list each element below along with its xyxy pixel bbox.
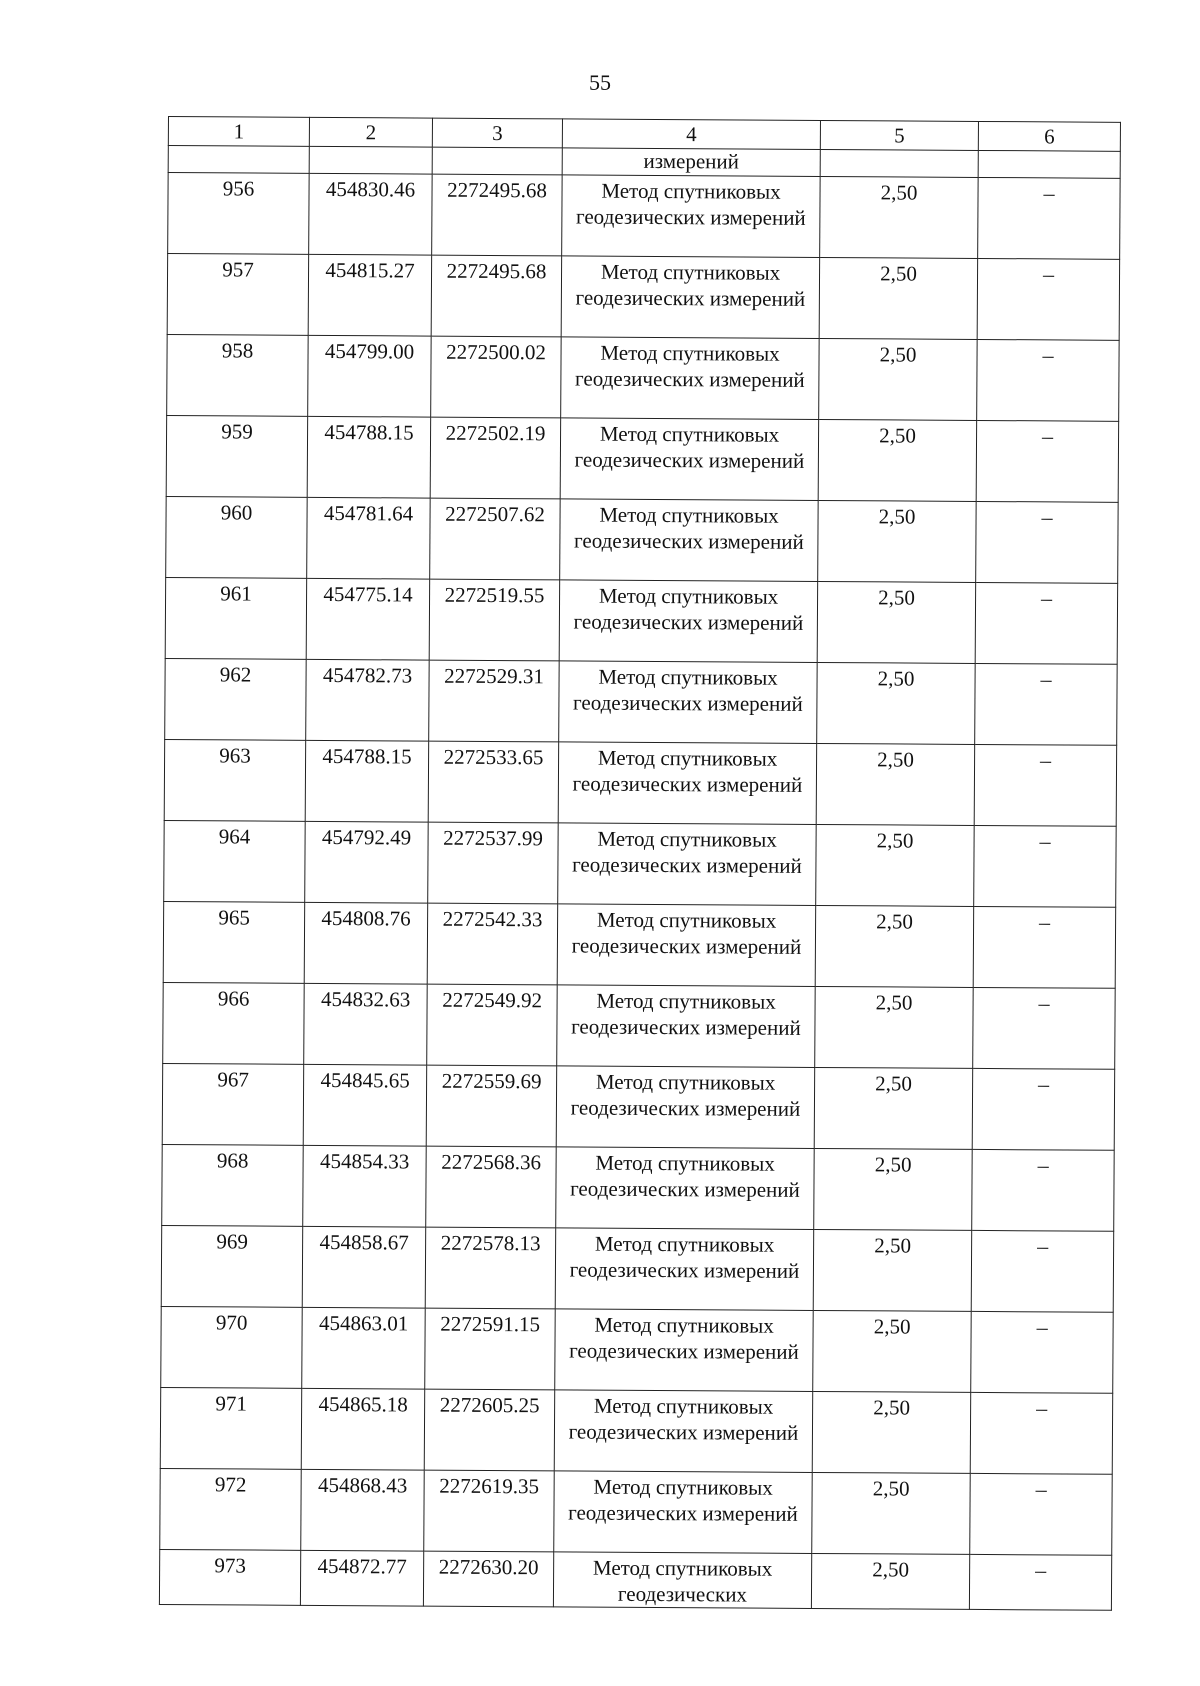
accuracy-cell: 2,50 [815,905,973,987]
y-coordinate-cell: 2272502.19 [430,417,560,499]
method-cell: Метод спутниковых геодезических измерений [556,1066,814,1149]
note-cell: – [973,987,1115,1069]
method-cell: Метод спутниковых геодезических измерений [559,580,817,663]
x-coordinate-cell: 454782.73 [306,659,429,741]
accuracy-cell: 2,50 [813,1310,971,1392]
method-cell: Метод спутниковых геодезических измерений [560,499,818,582]
x-coordinate-cell: 454788.15 [305,740,428,822]
note-cell: – [976,501,1118,583]
table-row [160,1468,1112,1555]
note-cell: – [971,1311,1113,1393]
method-cell: Метод спутниковых геодезических измерений [559,661,817,744]
accuracy-cell: 2,50 [817,581,975,663]
table-row [168,173,1120,260]
column-header-4: 4 [562,119,820,150]
point-number-cell: 966 [163,982,304,1064]
y-coordinate-cell: 2272578.13 [425,1227,555,1309]
page-number: 55 [589,70,611,95]
point-number-cell: 959 [166,415,307,497]
point-number-cell: 961 [165,577,306,659]
note-cell: – [976,420,1118,502]
point-number-cell: 967 [162,1063,303,1145]
note-cell: – [974,825,1116,907]
method-cell: Метод спутниковых геодезических измерений [557,985,815,1068]
note-cell: – [973,906,1115,988]
table-cell [309,146,432,174]
y-coordinate-cell: 2272507.62 [430,498,560,580]
note-cell: – [975,582,1117,664]
method-cell: Метод спутниковых геодезических измерений [557,904,815,987]
x-coordinate-cell: 454775.14 [306,578,429,660]
table-cell [820,149,978,177]
note-cell: – [974,744,1116,826]
x-coordinate-cell: 454815.27 [308,254,431,336]
x-coordinate-cell: 454858.67 [302,1226,425,1308]
table-row [160,1387,1112,1474]
accuracy-cell: 2,50 [818,500,976,582]
table-cell [978,150,1120,178]
method-cell: Метод спутниковых геодезических измерений [561,337,819,420]
column-header-1: 1 [168,117,309,147]
point-number-cell: 968 [162,1144,303,1226]
column-header-6: 6 [978,121,1120,151]
point-number-cell: 957 [167,254,308,336]
table-row [161,1306,1113,1393]
method-cell: Метод спутниковых геодезических измерений [558,742,816,825]
table-row [162,1063,1114,1150]
y-coordinate-cell: 2272495.68 [431,255,561,337]
table-row [166,415,1118,502]
y-coordinate-cell: 2272559.69 [426,1065,556,1147]
x-coordinate-cell: 454808.76 [304,902,427,984]
accuracy-cell: 2,50 [818,419,976,501]
table-row [164,739,1116,826]
accuracy-cell: 2,50 [812,1472,970,1554]
accuracy-cell: 2,50 [813,1229,971,1311]
y-coordinate-cell: 2272619.35 [424,1470,554,1552]
accuracy-cell: 2,50 [820,176,978,258]
x-coordinate-cell: 454799.00 [308,335,431,417]
accuracy-cell: 2,50 [817,662,975,744]
x-coordinate-cell: 454854.33 [303,1145,426,1227]
method-cell: Метод спутниковых геодезических измерений [560,418,818,501]
note-cell: – [975,663,1117,745]
point-number-cell: 972 [160,1468,301,1550]
continuation-text: измерений [562,148,820,177]
point-number-cell: 973 [159,1549,300,1605]
accuracy-cell: 2,50 [814,1067,972,1149]
table-row [162,1144,1114,1231]
table-row [165,658,1117,745]
accuracy-cell: 2,50 [811,1553,969,1609]
table-cell [432,147,562,175]
x-coordinate-cell: 454832.63 [304,983,427,1065]
table-row [167,334,1119,421]
note-cell: – [972,1149,1114,1231]
table-row [161,1225,1113,1312]
point-number-cell: 956 [168,173,309,255]
note-cell: – [970,1473,1112,1555]
y-coordinate-cell: 2272549.92 [427,984,557,1066]
point-number-cell: 971 [160,1387,301,1469]
table-row [159,1549,1111,1610]
table-row [163,901,1115,988]
point-number-cell: 960 [166,496,307,578]
accuracy-cell: 2,50 [819,257,977,339]
note-cell: – [970,1392,1112,1474]
y-coordinate-cell: 2272630.20 [423,1551,553,1607]
method-cell: Метод спутниковых геодезических измерений [561,256,819,339]
accuracy-cell: 2,50 [815,986,973,1068]
point-number-cell: 965 [163,901,304,983]
note-cell: – [971,1230,1113,1312]
point-number-cell: 962 [165,658,306,740]
method-cell: Метод спутниковых геодезических измерений [562,175,820,258]
table-row [163,982,1115,1069]
accuracy-cell: 2,50 [819,338,977,420]
column-header-5: 5 [820,120,978,150]
y-coordinate-cell: 2272605.25 [424,1389,554,1471]
x-coordinate-cell: 454865.18 [301,1388,424,1470]
method-cell: Метод спутниковых геодезических измерений [554,1390,812,1473]
column-header-2: 2 [309,117,432,147]
column-header-3: 3 [432,118,562,148]
method-cell: Метод спутниковых геодезических измерений [558,823,816,906]
note-cell: – [978,177,1120,259]
x-coordinate-cell: 454788.15 [307,416,430,498]
point-number-cell: 970 [161,1306,302,1388]
y-coordinate-cell: 2272542.33 [427,903,557,985]
note-cell: – [972,1068,1114,1150]
point-number-cell: 963 [164,739,305,821]
point-number-cell: 958 [167,334,308,416]
note-cell: – [969,1554,1111,1610]
table-row [167,254,1119,341]
point-number-cell: 964 [164,820,305,902]
x-coordinate-cell: 454845.65 [303,1064,426,1146]
note-cell: – [977,339,1119,421]
x-coordinate-cell: 454781.64 [307,497,430,579]
point-number-cell: 969 [161,1225,302,1307]
accuracy-cell: 2,50 [816,743,974,825]
table-row [165,577,1117,664]
y-coordinate-cell: 2272591.15 [425,1308,555,1390]
y-coordinate-cell: 2272537.99 [428,822,558,904]
accuracy-cell: 2,50 [814,1148,972,1230]
table-body [159,146,1120,1611]
table-row [164,820,1116,907]
y-coordinate-cell: 2272533.65 [428,741,558,823]
table-cell [168,146,309,174]
method-cell: Метод спутниковых геодезических измерений [554,1471,812,1554]
method-cell: Метод спутниковых геодезических [553,1552,811,1609]
y-coordinate-cell: 2272495.68 [432,174,562,256]
x-coordinate-cell: 454868.43 [301,1469,424,1551]
y-coordinate-cell: 2272568.36 [426,1146,556,1228]
note-cell: – [977,258,1119,340]
x-coordinate-cell: 454792.49 [305,821,428,903]
y-coordinate-cell: 2272519.55 [429,579,559,661]
y-coordinate-cell: 2272529.31 [429,660,559,742]
x-coordinate-cell: 454872.77 [300,1550,423,1606]
method-cell: Метод спутниковых геодезических измерений [555,1309,813,1392]
accuracy-cell: 2,50 [816,824,974,906]
coordinates-table [159,116,1121,1611]
y-coordinate-cell: 2272500.02 [431,336,561,418]
x-coordinate-cell: 454863.01 [302,1307,425,1389]
table-row [166,496,1118,583]
accuracy-cell: 2,50 [812,1391,970,1473]
method-cell: Метод спутниковых геодезических измерений [555,1228,813,1311]
method-cell: Метод спутниковых геодезических измерений [556,1147,814,1230]
x-coordinate-cell: 454830.46 [309,173,432,255]
